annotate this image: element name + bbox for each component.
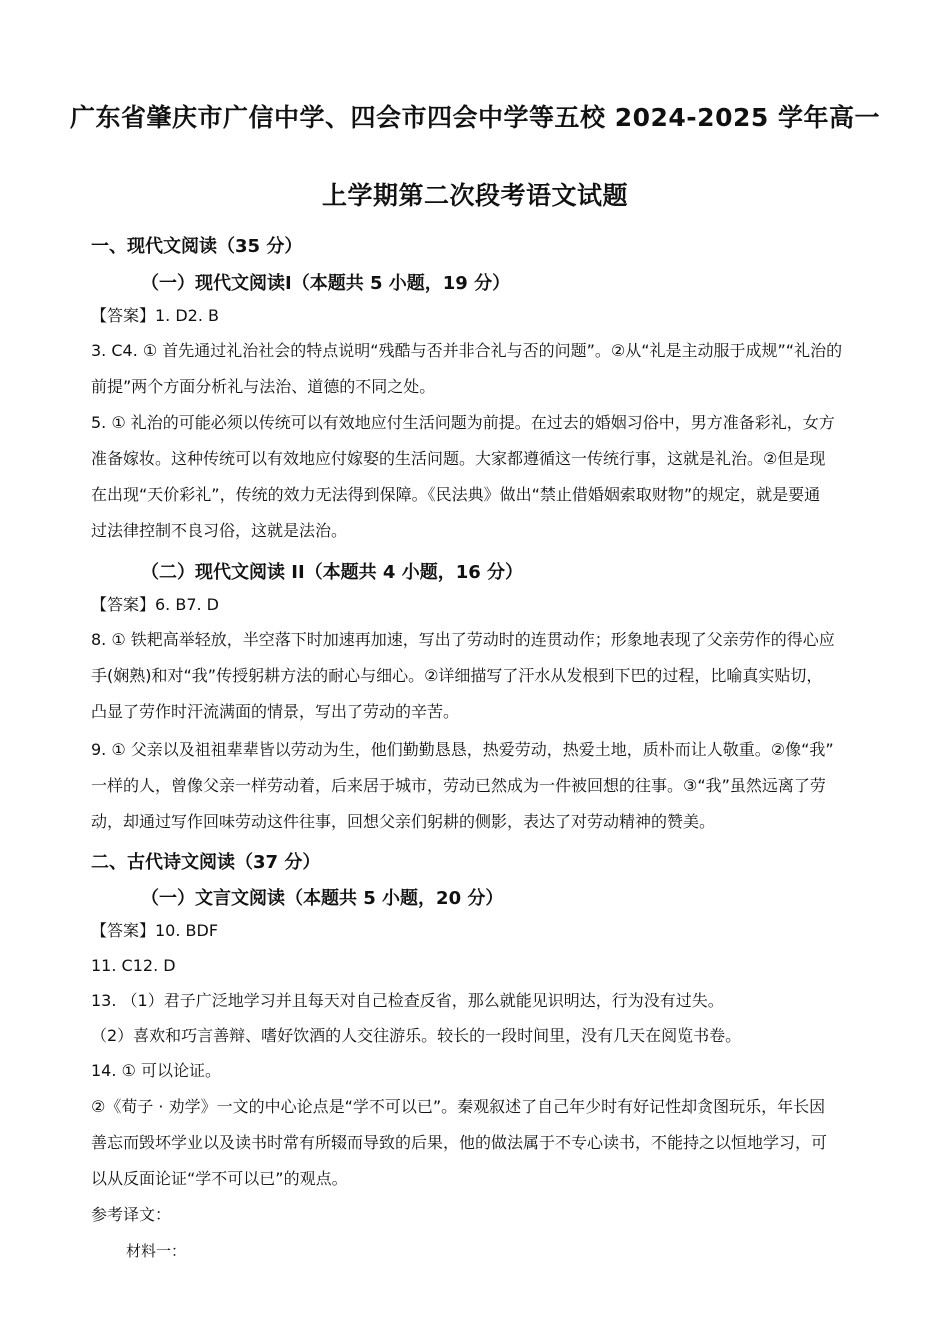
answer-11-12: 11. C12. D bbox=[91, 956, 176, 975]
document-title-line1: 广东省肇庆市广信中学、四会市四会中学等五校 2024-2025 学年高一 bbox=[70, 103, 880, 132]
answer-13-2: （2）喜欢和巧言善辩、嗜好饮酒的人交往游乐。较长的一段时间里，没有几天在阅览书卷。 bbox=[91, 1026, 742, 1045]
material-one-label: 材料一： bbox=[126, 1242, 187, 1260]
text-line: 8. ① 铁耙高举轻放，半空落下时加速再加速，写出了劳动时的连贯动作；形象地表现了父亲劳作的得心应 bbox=[91, 630, 835, 649]
text-line: 3. C4. ① 首先通过礼治社会的特点说明“残酷与否并非合礼与否的问题”。②从“礼是主动服于成规”“礼治的 bbox=[91, 341, 843, 360]
text-line: 在出现“天价彩礼”，传统的效力无法得到保障。《民法典》做出“禁止借婚姻索取财物”的规定，就是要通 bbox=[91, 485, 821, 504]
answer-13-1: 13. （1）君子广泛地学习并且每天对自己检查反省，那么就能见识明达，行为没有过失。 bbox=[91, 991, 724, 1010]
text-line: 一样的人，曾像父亲一样劳动着，后来居于城市，劳动已然成为一件被回想的往事。③“我”虽然远离了劳 bbox=[91, 776, 826, 795]
answer-14-1: 14. ① 可以论证。 bbox=[91, 1061, 221, 1080]
section1-heading: 一、现代文阅读（35 分） bbox=[91, 236, 303, 257]
answer-1-2: 【答案】1. D2. B bbox=[91, 306, 220, 325]
text-line: 以从反面论证“学不可以已”的观点。 bbox=[91, 1169, 348, 1188]
document-title-line2: 上学期第二次段考语文试题 bbox=[321, 181, 628, 210]
answer-8 bbox=[91, 622, 871, 730]
answer-3-4 bbox=[91, 333, 871, 405]
answer-6-7: 【答案】6. B7. D bbox=[91, 595, 220, 614]
section1-part2-heading: （二）现代文阅读 II（本题共 4 小题，16 分） bbox=[141, 562, 524, 583]
text-line: 手(娴熟)和对“我”传授躬耕方法的耐心与细心。②详细描写了汗水从发根到下巴的过程，比喻真实贴切， bbox=[91, 666, 823, 685]
text-line: 过法律控制不良习俗，这就是法治。 bbox=[91, 521, 348, 540]
translation-label: 参考译文： bbox=[91, 1205, 172, 1224]
text-line: 前提”两个方面分析礼与法治、道德的不同之处。 bbox=[91, 377, 436, 396]
answer-5 bbox=[91, 405, 871, 549]
answer-9 bbox=[91, 732, 871, 840]
text-line: 5. ① 礼治的可能必须以传统可以有效地应付生活问题为前提。在过去的婚姻习俗中，男方准备彩礼，女方 bbox=[91, 413, 835, 432]
text-line: 动，却通过写作回味劳动这件往事，回想父亲们躬耕的侧影，表达了对劳动精神的赞美。 bbox=[91, 812, 716, 831]
section2-heading: 二、古代诗文阅读（37 分） bbox=[91, 852, 321, 873]
section2-part1-heading: （一）文言文阅读（本题共 5 小题，20 分） bbox=[141, 888, 504, 909]
text-line: 善忘而毁坏学业以及读书时常有所辍而导致的后果，他的做法属于不专心读书，不能持之以恒地学习，可 bbox=[91, 1133, 828, 1152]
answer-10: 【答案】10. BDF bbox=[91, 921, 219, 940]
text-line: 凸显了劳作时汗流满面的情景，写出了劳动的辛苦。 bbox=[91, 702, 460, 721]
section1-part1-heading: （一）现代文阅读I（本题共 5 小题，19 分） bbox=[141, 273, 511, 294]
answer-14-2 bbox=[91, 1089, 871, 1197]
text-line: ②《荀子 · 劝学》一文的中心论点是“学不可以已”。秦观叙述了自己年少时有好记性却贪图玩乐，年长因 bbox=[91, 1097, 826, 1116]
text-line: 9. ① 父亲以及祖祖辈辈皆以劳动为生，他们勤勤恳恳，热爱劳动，热爱土地，质朴而让人敬重。②像“我” bbox=[91, 740, 834, 759]
text-line: 准备嫁妆。这种传统可以有效地应付嫁娶的生活问题。大家都遵循这一传统行事，这就是礼治。②但是现 bbox=[91, 449, 826, 468]
